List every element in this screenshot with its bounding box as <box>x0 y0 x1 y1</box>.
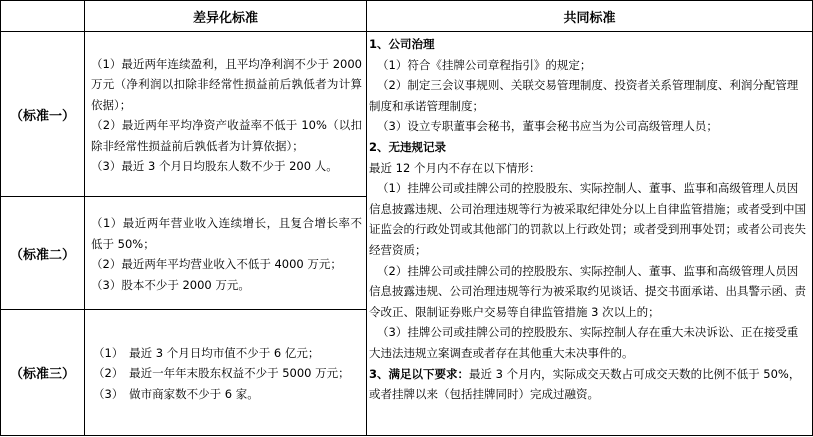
common-section-2-title: 2、无违规记录 <box>369 140 447 155</box>
standard-1-item-2: （2）最近两年平均净资产收益率不低于 10%（以扣除非经常性损益前后孰低者为计算依据）； <box>91 118 362 153</box>
header-common-standard: 共同标准 <box>367 1 813 32</box>
standard-1-criteria <box>85 32 367 197</box>
standard-2-label: （标准二） <box>1 197 85 309</box>
common-section-3-title: 3、满足以下要求： <box>369 366 470 381</box>
standard-1-item-3: （3）最近 3 个月日均股东人数不少于 200 人。 <box>91 159 338 174</box>
common-section-1-item-3: （3）设立专职董事会秘书，董事会秘书应当为公司高级管理人员； <box>377 119 718 134</box>
standard-3-criteria <box>85 309 367 435</box>
common-section-2-item-2: （2）挂牌公司或挂牌公司的控股股东、实际控制人、董事、监事和高级管理人员因信息披露违规、公司治理违规等行为被采取约见谈话、提交书面承诺、出具警示函、责令改正、限制证券账户交易等自律监管措施 3 次以上的； <box>369 263 806 319</box>
common-standard-cell <box>367 32 813 436</box>
common-section-1-item-2: （2）制定三会议事规则、关联交易管理制度、投资者关系管理制度、利润分配管理制度和承诺管理制度； <box>369 78 799 113</box>
standard-2-item-3: （3）股本不少于 2000 万元。 <box>91 277 250 292</box>
common-section-1-item-1: （1）符合《挂牌公司章程指引》的规定； <box>377 57 592 72</box>
standard-3-item-3: （3） 做市商家数不少于 6 家。 <box>93 386 259 401</box>
header-differentiated-standard: 差异化标准 <box>85 1 367 32</box>
header-row <box>1 1 813 32</box>
header-blank-cell <box>1 1 85 32</box>
standard-row-1 <box>1 32 813 197</box>
standard-3-item-2: （2） 最近一年年末股东权益不少于 5000 万元； <box>93 366 350 381</box>
common-section-2-intro: 最近 12 个月内不存在以下情形： <box>369 160 541 175</box>
standard-2-item-1: （1）最近两年营业收入连续增长，且复合增长率不低于 50%； <box>91 216 362 251</box>
common-section-1-title: 1、公司治理 <box>369 37 435 52</box>
standard-2-criteria <box>85 197 367 309</box>
standard-1-item-1: （1）最近两年连续盈利，且平均净利润不少于 2000 万元（净利润以扣除非经常性损益前后孰低者为计算依据）； <box>91 56 362 112</box>
common-section-2-item-3: （3）挂牌公司或挂牌公司的控股股东、实际控制人存在重大未决诉讼、正在接受重大违法违规立案调查或者存在其他重大未决事件的。 <box>369 325 799 360</box>
common-section-2-item-1: （1）挂牌公司或挂牌公司的控股股东、实际控制人、董事、监事和高级管理人员因信息披露违规、公司治理违规等行为被采取纪律处分以上自律监管措施；或者受到中国证监会的行政处罚或其他部门的罚款以上行政处罚；或者受到刑事处罚；或者公司丧失经营资质； <box>369 181 806 257</box>
standard-1-label: （标准一） <box>1 32 85 197</box>
standard-3-item-1: （1） 最近 3 个月日均市值不少于 6 亿元； <box>93 345 320 360</box>
common-section-3 <box>369 364 808 405</box>
common-section-3-text: 最近 3 个月内，实际成交天数占可成交天数的比例不低于 50%，或者挂牌以来（包括挂牌同时）完成过融资。 <box>369 366 801 402</box>
standard-2-item-2: （2）最近两年平均营业收入不低于 4000 万元； <box>91 257 342 272</box>
standard-3-label: （标准三） <box>1 309 85 435</box>
